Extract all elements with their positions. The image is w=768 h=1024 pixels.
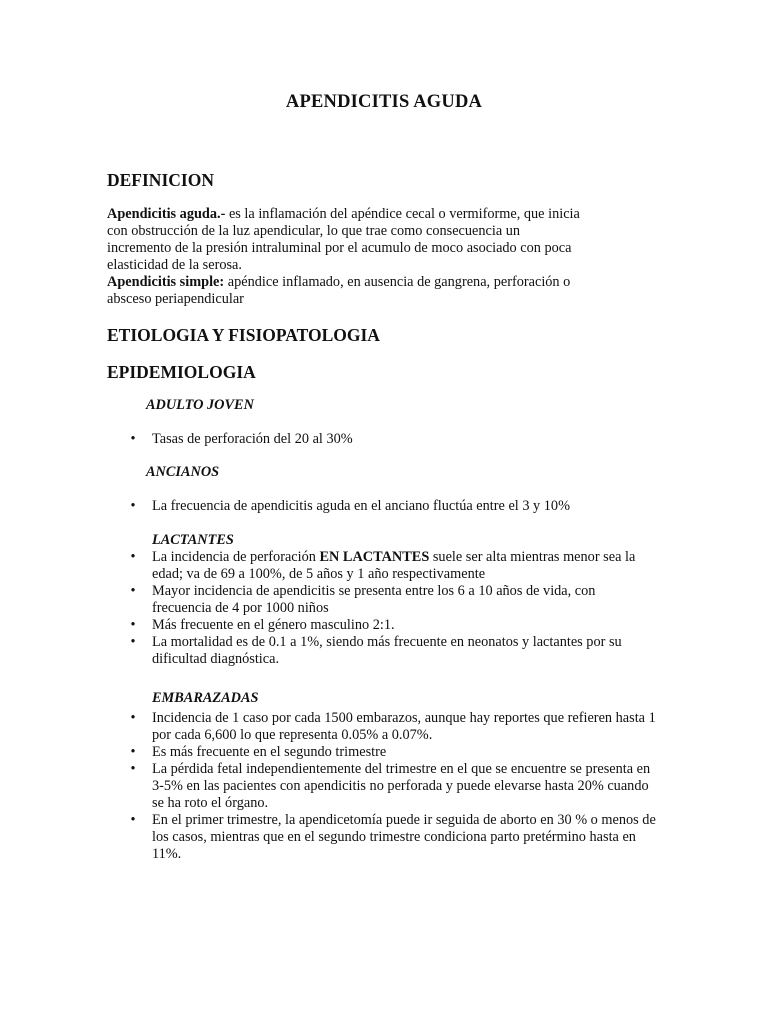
bullet-icon: • bbox=[130, 617, 136, 633]
definition-text-line: apéndice inflamado, en ausencia de gangrena, perforación o bbox=[224, 274, 571, 290]
bullet-icon: • bbox=[130, 583, 136, 599]
heading-etiologia: ETIOLOGIA Y FISIOPATOLOGIA bbox=[107, 325, 380, 345]
list-item: • La incidencia de perforación EN LACTANTES suele ser alta mientras menor sea la edad; va de 69 a 100%, de 5 años y 1 año respectivamente bbox=[0, 549, 662, 583]
subheading-lactantes: LACTANTES bbox=[152, 532, 234, 548]
definition-text-line: absceso periapendicular bbox=[107, 291, 244, 307]
bullet-icon: • bbox=[130, 761, 136, 777]
bullet-icon: • bbox=[130, 744, 136, 760]
heading-epidemiologia: EPIDEMIOLOGIA bbox=[107, 362, 256, 382]
bullet-icon: • bbox=[130, 634, 136, 650]
subheading-ancianos: ANCIANOS bbox=[146, 464, 220, 480]
definition-text-line: elasticidad de la serosa. bbox=[107, 257, 242, 273]
definition-text-line: es la inflamación del apéndice cecal o vermiforme, que inicia bbox=[225, 206, 580, 222]
list-item: • Más frecuente en el género masculino 2:1. bbox=[0, 617, 662, 634]
definition-paragraph-aguda bbox=[107, 206, 587, 308]
list-lactantes bbox=[0, 549, 662, 668]
list-adulto-joven bbox=[0, 431, 353, 448]
definition-text-line: incremento de la presión intraluminal por el acumulo de moco asociado con poca bbox=[107, 240, 572, 256]
emphasis-en-lactantes: EN LACTANTES bbox=[319, 549, 430, 565]
list-item: • Incidencia de 1 caso por cada 1500 embarazos, aunque hay reportes que refieren hasta 1 por cada 6,600 lo que representa 0.05% a 0.07%. bbox=[0, 710, 662, 744]
term-apendicitis-simple: Apendicitis simple: bbox=[107, 274, 225, 290]
list-item: • La mortalidad es de 0.1 a 1%, siendo más frecuente en neonatos y lactantes por su dificultad diagnóstica. bbox=[0, 634, 662, 668]
list-embarazadas bbox=[0, 710, 662, 863]
bullet-icon: • bbox=[130, 812, 136, 828]
list-item: • Es más frecuente en el segundo trimestre bbox=[0, 744, 662, 761]
bullet-icon: • bbox=[130, 431, 136, 447]
term-apendicitis-aguda: Apendicitis aguda.- bbox=[107, 206, 226, 222]
heading-definicion: DEFINICION bbox=[107, 170, 214, 190]
list-item: • Tasas de perforación del 20 al 30% bbox=[0, 431, 353, 448]
list-item: • Mayor incidencia de apendicitis se presenta entre los 6 a 10 años de vida, con frecuencia de 4 por 1000 niños bbox=[0, 583, 662, 617]
list-ancianos bbox=[0, 498, 570, 515]
subheading-embarazadas: EMBARAZADAS bbox=[152, 690, 259, 706]
bullet-icon: • bbox=[130, 710, 136, 726]
list-item: • La frecuencia de apendicitis aguda en el anciano fluctúa entre el 3 y 10% bbox=[0, 498, 570, 515]
definition-text-line: con obstrucción de la luz apendicular, lo que trae como consecuencia un bbox=[107, 223, 521, 239]
list-item: • La pérdida fetal independientemente del trimestre en el que se encuentre se presenta en 3-5% en las pacientes con apendicitis no perforada y puede elevarse hasta 20% cuando se ha roto el órgano. bbox=[0, 761, 662, 812]
bullet-icon: • bbox=[130, 498, 136, 514]
bullet-icon: • bbox=[130, 549, 136, 565]
document-title: APENDICITIS AGUDA bbox=[285, 92, 483, 112]
list-item: • En el primer trimestre, la apendicetomía puede ir seguida de aborto en 30 % o menos de los casos, mientras que en el segundo trimestre condiciona parto pretérmino hasta en 11%. bbox=[0, 812, 662, 863]
subheading-adulto-joven: ADULTO JOVEN bbox=[146, 397, 254, 413]
